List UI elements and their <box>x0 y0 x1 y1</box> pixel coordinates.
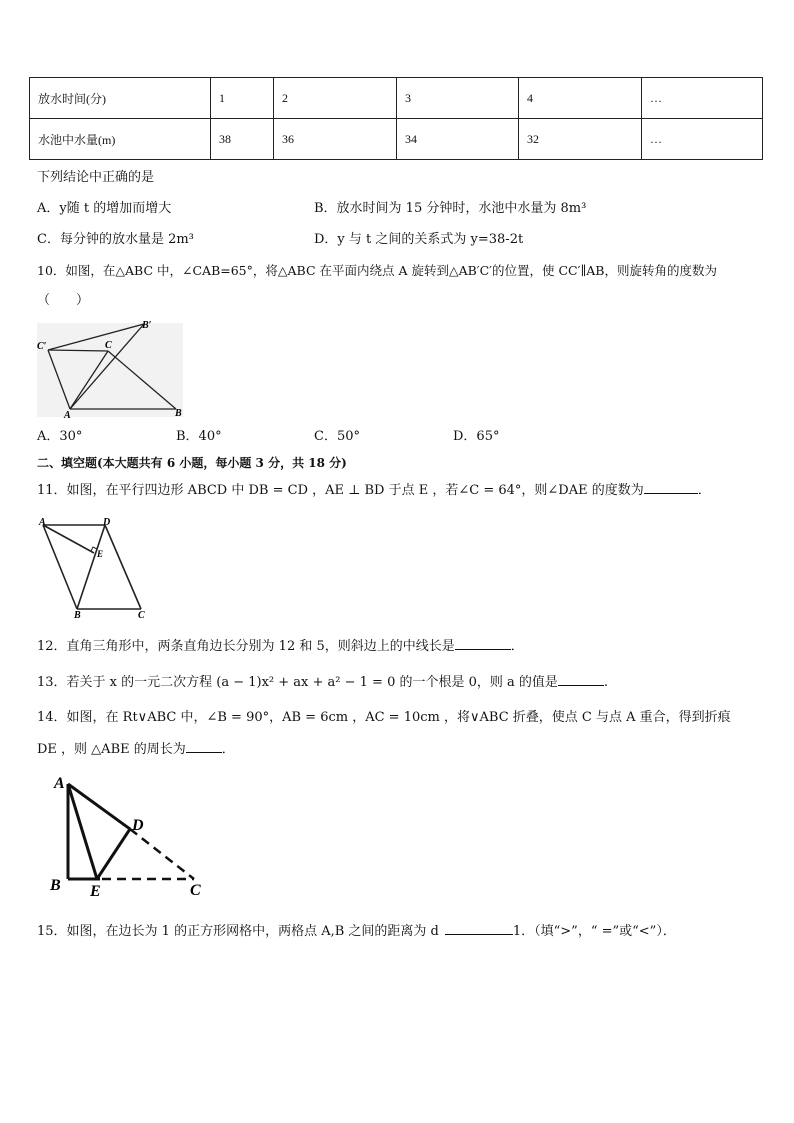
label-c: C <box>190 882 201 899</box>
q11-lines <box>43 525 141 609</box>
q10-option-a: A．30° <box>37 429 83 444</box>
q10-option-c: C．50° <box>314 429 360 444</box>
label-a: A <box>54 775 65 792</box>
q9-option-a: A．y随 t 的增加而增大 <box>37 201 172 216</box>
table-row <box>30 78 763 119</box>
answer-blank <box>558 673 604 686</box>
table-cell: 放水时间(分) <box>30 78 211 119</box>
answer-blank <box>445 922 513 935</box>
table-cell: 36 <box>274 119 397 160</box>
water-table <box>29 77 763 160</box>
q14-question: DE ，则 △ABE 的周长为 <box>37 742 186 757</box>
q10-blank: （ ） <box>37 293 90 308</box>
answer-blank <box>644 481 698 494</box>
q15-end: 1．（填“>”，“ =”或“<”）． <box>512 924 676 939</box>
label-a: A <box>39 517 46 528</box>
label-c: C <box>138 610 145 620</box>
q15-text <box>37 922 676 941</box>
table-cell: 38 <box>211 119 274 160</box>
q13-question: 13．若关于 x 的一元二次方程 (a − 1)x² + ax + a² − 1 = 0 的一个根是 0，则 a 的值是 <box>37 675 558 690</box>
q9-option-c: C．每分钟的放水量是 2m³ <box>37 232 194 247</box>
q10-option-d: D．65° <box>453 429 500 444</box>
q9-option-d: D．y 与 t 之间的关系式为 y=38-2t <box>314 232 524 247</box>
table-cell: 2 <box>274 78 397 119</box>
label-d: D <box>103 517 111 528</box>
q11-question: 11．如图，在平行四边形 ABCD 中 DB = CD ，AE ⊥ BD 于点 E ，若∠C = 64°，则∠DAE 的度数为 <box>37 483 644 498</box>
label-d: D <box>132 817 144 834</box>
label-e: E <box>97 549 104 559</box>
table-row <box>30 119 763 160</box>
label-b: B <box>50 877 61 894</box>
table-cell: 3 <box>397 78 519 119</box>
table-cell: 4 <box>519 78 642 119</box>
label-b-prime: B′ <box>142 320 152 331</box>
table-cell: … <box>642 119 763 160</box>
q13-text <box>37 673 608 692</box>
label-b: B <box>74 610 81 620</box>
table-cell: 1 <box>211 78 274 119</box>
q10-figure <box>34 316 190 420</box>
figure-background <box>37 323 183 417</box>
label-a: A <box>64 410 71 420</box>
answer-blank <box>186 740 222 753</box>
table-cell: … <box>642 78 763 119</box>
label-b: B <box>175 408 182 419</box>
q13-end: . <box>603 675 609 690</box>
q11-text <box>37 481 711 500</box>
q9-option-b: B．放水时间为 15 分钟时，水池中水量为 8m³ <box>314 201 587 216</box>
section-heading: 二、填空题(本大题共有 6 小题，每小题 3 分，共 18 分) <box>37 456 347 470</box>
table-cell: 34 <box>397 119 519 160</box>
label-e: E <box>90 883 101 900</box>
q14-end: ． <box>221 742 235 757</box>
q14-line2 <box>37 740 235 759</box>
answer-blank <box>455 637 511 650</box>
q14-lines <box>68 784 130 879</box>
q10-option-b: B．40° <box>176 429 222 444</box>
table-cell: 32 <box>519 119 642 160</box>
q11-end: ． <box>697 483 711 498</box>
q14-text: 14．如图，在 Rt∨ABC 中，∠B = 90°，AB = 6cm ，AC = 10cm ，将∨ABC 折叠，使点 C 与点 A 重合，得到折痕 <box>37 710 731 725</box>
label-c: C <box>105 340 112 351</box>
q10-text: 10．如图，在△ABC 中，∠CAB=65°，将△ABC 在平面内绕点 A 旋转到△AB′C′的位置，使 CC′∥AB，则旋转角的度数为 <box>37 263 717 278</box>
q9-prompt: 下列结论中正确的是 <box>37 170 155 185</box>
q15-question: 15．如图，在边长为 1 的正方形网格中，两格点 A,B 之间的距离为 d <box>37 924 439 939</box>
table-cell: 水池中水量(m) <box>30 119 211 160</box>
q14-dashed-lines <box>102 829 194 879</box>
q14-figure <box>46 770 212 900</box>
label-c-prime: C′ <box>37 341 47 352</box>
q12-question: 12．直角三角形中，两条直角边长分别为 12 和 5，则斜边上的中线长是 <box>37 639 455 654</box>
q11-figure <box>36 516 154 620</box>
q12-end: ． <box>510 639 524 654</box>
q12-text <box>37 637 524 656</box>
